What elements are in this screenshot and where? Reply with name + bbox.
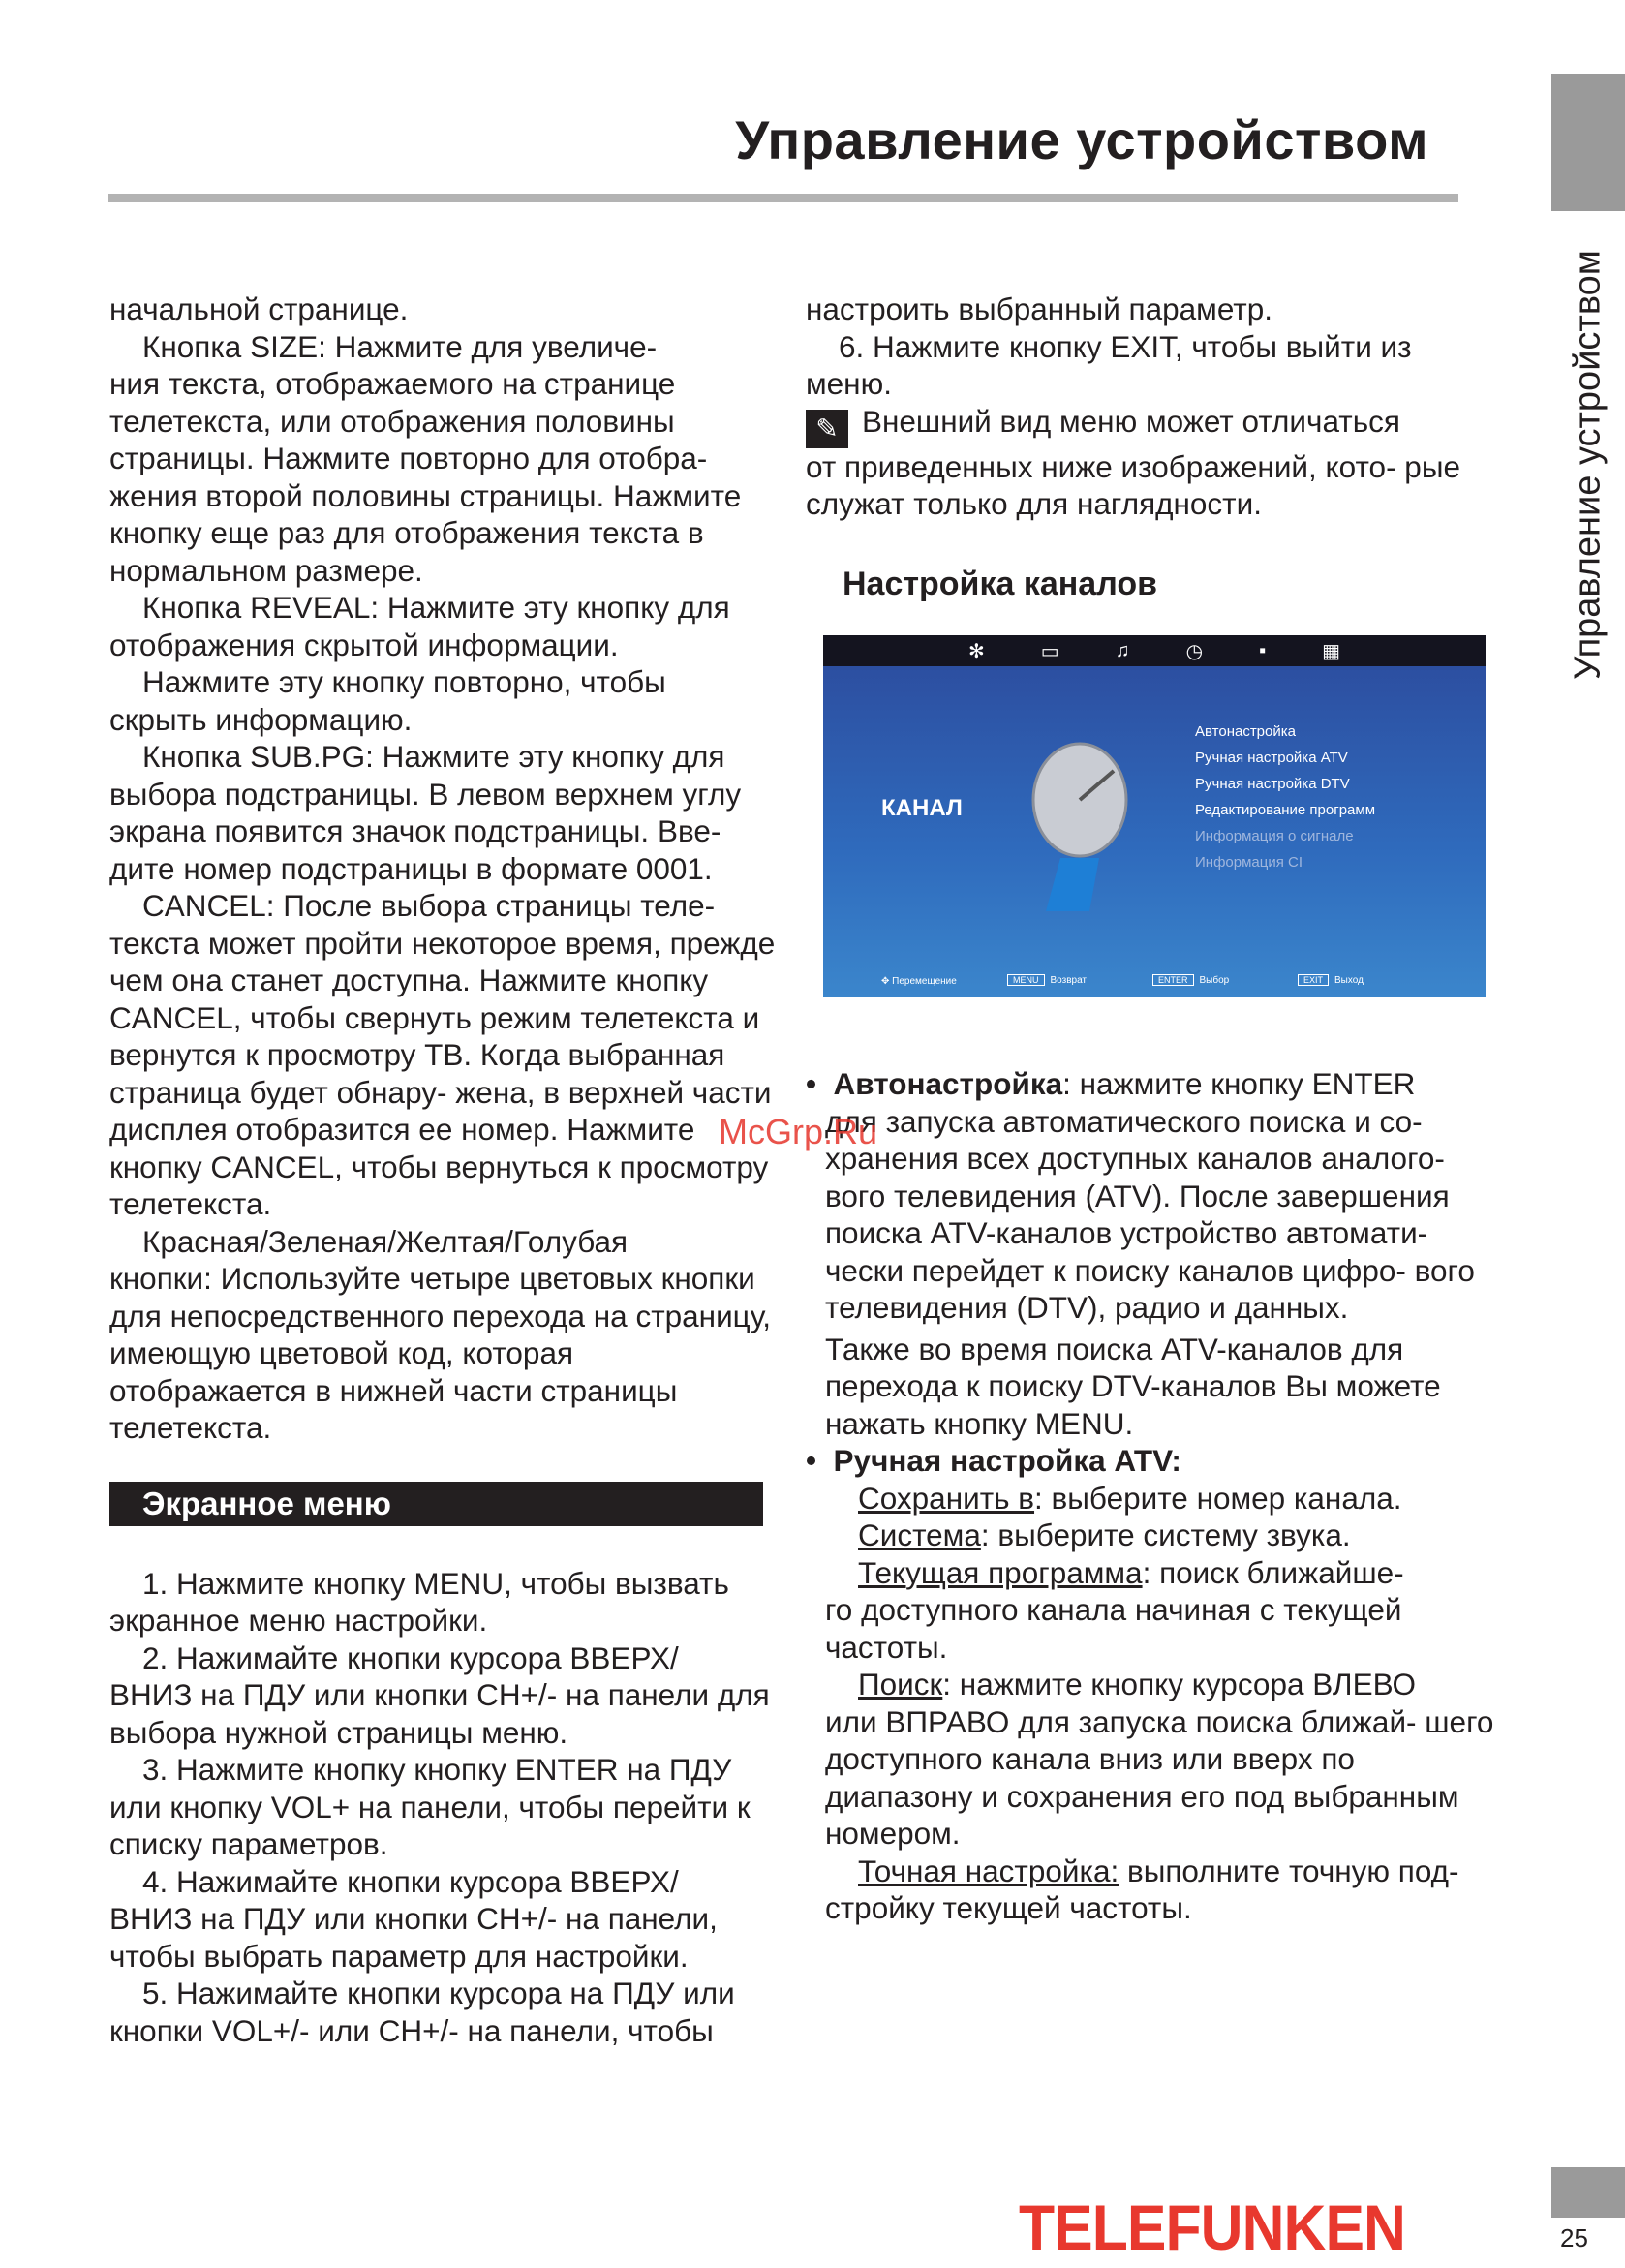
step: 5. Нажимайте кнопки курсора на ПДУ или — [142, 1976, 735, 2010]
step: 2. Нажимайте кнопки курсора ВВЕРХ/ — [142, 1640, 679, 1675]
tv-hint-menu: MENU Возврат — [1007, 974, 1087, 986]
step: 3. Нажмите кнопку кнопку ENTER на ПДУ — [142, 1752, 732, 1787]
text: кнопки: Используйте четыре цветовых кнопки для непосредственного перехода на страницу, имеющую цветовой код, которая отображается в нижней части страницы телетекста. — [109, 1261, 772, 1445]
step: экранное меню настройки. — [109, 1603, 488, 1638]
right-column — [806, 291, 1503, 602]
section-heading: Экранное меню — [109, 1482, 763, 1526]
step: меню. — [806, 366, 892, 401]
text: настроить выбранный параметр. — [806, 291, 1272, 326]
tv-section-label: КАНАЛ — [881, 795, 963, 821]
note-text: от приведенных ниже изображений, кото- рые служат только для наглядности. — [806, 448, 1460, 521]
note-icon: ✎ — [806, 410, 848, 448]
tv-hint-exit: EXIT Выход — [1298, 974, 1364, 986]
tv-hint-move: ✥ Перемещение — [881, 976, 957, 987]
monitor-icon: ▭ — [1040, 640, 1059, 662]
subsection-heading: Настройка каналов — [843, 565, 1158, 602]
clock-icon: ◷ — [1185, 640, 1204, 662]
step: ВНИЗ на ПДУ или кнопки CH+/- на панели, чтобы выбрать параметр для настройки. — [109, 1901, 718, 1974]
tv-hint-enter: ENTER Выбор — [1152, 974, 1229, 986]
windows-icon: ▦ — [1322, 640, 1341, 662]
note-text: Внешний вид меню может отличаться — [862, 403, 1400, 439]
tv-menu-screenshot — [823, 635, 1486, 997]
tv-menu-item[interactable]: Ручная настройка ATV — [1195, 750, 1348, 766]
tv-menu-item[interactable]: Автонастройка — [1195, 723, 1296, 740]
step: 6. Нажмите кнопку EXIT, чтобы выйти из — [839, 328, 1412, 364]
text: стройку текущей частоты. — [825, 1890, 1192, 1925]
tv-menu-item[interactable]: Информация CI — [1195, 854, 1303, 871]
bullet-item: • Ручная настройка ATV: — [806, 1443, 1181, 1478]
side-label: Управление устройством — [1567, 250, 1609, 680]
text: Кнопка REVEAL: Нажмите эту кнопку для — [142, 590, 730, 625]
brand-logo: TELEFUNKEN — [1019, 2191, 1405, 2263]
tv-menu-item[interactable]: Редактирование программ — [1195, 802, 1376, 818]
text: Кнопка SIZE: Нажмите для увеличе- — [142, 328, 658, 364]
text: Также во время поиска ATV-каналов для перехода к поиску DTV-каналов Вы можете нажать кнопку MENU. — [825, 1331, 1441, 1441]
step: 1. Нажмите кнопку MENU, чтобы вызвать — [142, 1565, 729, 1601]
text: Красная/Зеленая/Желтая/Голубая — [142, 1223, 629, 1259]
text: го доступного канала начиная с текущей частоты. — [825, 1592, 1402, 1665]
step: или кнопку VOL+ на панели, чтобы перейти к списку параметров. — [109, 1789, 751, 1861]
text: начальной странице. — [109, 291, 409, 326]
tv-menu-item[interactable]: Информация о сигнале — [1195, 828, 1354, 844]
text: Кнопка SUB.PG: Нажмите эту кнопку для — [142, 739, 725, 774]
page-title: Управление устройством — [735, 109, 1428, 170]
text: для запуска автоматического поиска и со- хранения всех доступных каналов аналого- вого телевидения (ATV). После завершения поиска ATV-каналов устройство автомати- чески перейдет к поиску каналов цифро- вого телевидения (DTV), радио и данных. — [825, 1103, 1475, 1325]
music-icon: ♫ — [1115, 639, 1130, 661]
left-column — [109, 291, 778, 2049]
page-number: 25 — [1560, 2223, 1588, 2253]
text: отображения скрытой информации. — [109, 627, 619, 662]
text: ния текста, отображаемого на странице телетекста, или отображения половины страницы. Нажмите повторно для отобра- жения второй половины страницы. Нажмите кнопку еще раз для отображения текста в нормальном размере. — [109, 366, 742, 588]
text: текста может пройти некоторое время, прежде чем она станет доступна. Нажмите кнопку CANCEL, чтобы свернуть режим телетекста и вернутся к просмотру ТВ. Когда выбранная страница будет обнару- жена, в верхней части дисплея отобразится ее номер. Нажмите кнопку CANCEL, чтобы вернуться к просмотру телетекста. — [109, 925, 776, 1221]
lock-icon: ▪ — [1259, 639, 1267, 661]
step: ВНИЗ на ПДУ или кнопки CH+/- на панели для выбора нужной страницы меню. — [109, 1677, 770, 1750]
satellite-dish-icon — [1007, 732, 1143, 916]
page-number-tab — [1551, 2167, 1625, 2218]
bullet-item: • Автонастройка: нажмите кнопку ENTER — [806, 1066, 1416, 1101]
settings-icon: ✻ — [967, 640, 985, 662]
side-tab — [1551, 74, 1625, 211]
text: или ВПРАВО для запуска поиска ближай- шего доступного канала вниз или вверх по диапазону и сохранения его под выбранным номером. — [825, 1703, 1494, 1851]
watermark: McGrp.Ru — [719, 1112, 878, 1151]
right-column-lower: • Автонастройка: нажмите кнопку ENTER для запуска автоматического поиска и со- хранения всех доступных каналов аналого- вого телевидения (ATV). После завершения поиска ATV-каналов устройство автомати- чески перейдет к поиску каналов цифро- вого телевидения (DTV), радио и данных. Также во время поиска ATV-каналов для перехода к поиску DTV-каналов Вы можете нажать кнопку MENU. • Ручная настройка ATV: Сохранить в: выберите номер канала. Система: выберите систему звука. Текущая программа: поиск ближайше- го доступного канала начиная с текущей частоты. Поиск: нажмите кнопку курсора ВЛЕВО или ВПРАВО для запуска поиска ближай- шего доступного канала вниз или вверх по диапазону и сохранения его под выбранным номером. Точная настройка: выполните точную под- стройку текущей частоты. — [806, 1065, 1503, 1927]
move-icon: ✥ — [881, 976, 893, 987]
step: 4. Нажимайте кнопки курсора ВВЕРХ/ — [142, 1863, 679, 1899]
text: CANCEL: После выбора страницы теле- — [142, 888, 716, 923]
tv-menu-item[interactable]: Ручная настройка DTV — [1195, 776, 1350, 792]
header-rule — [108, 194, 1458, 202]
text: скрыть информацию. — [109, 701, 413, 737]
text: Нажмите эту кнопку повторно, чтобы — [142, 664, 666, 699]
step: кнопки VOL+/- или CH+/- на панели, чтобы — [109, 2012, 714, 2048]
tv-menu-list — [1195, 719, 1375, 875]
tv-bottom-bar — [823, 968, 1486, 997]
tv-top-bar — [823, 635, 1486, 666]
text: выбора подстраницы. В левом верхнем углу экрана появится значок подстраницы. Вве- дите номер подстраницы в формате 0001. — [109, 776, 742, 886]
